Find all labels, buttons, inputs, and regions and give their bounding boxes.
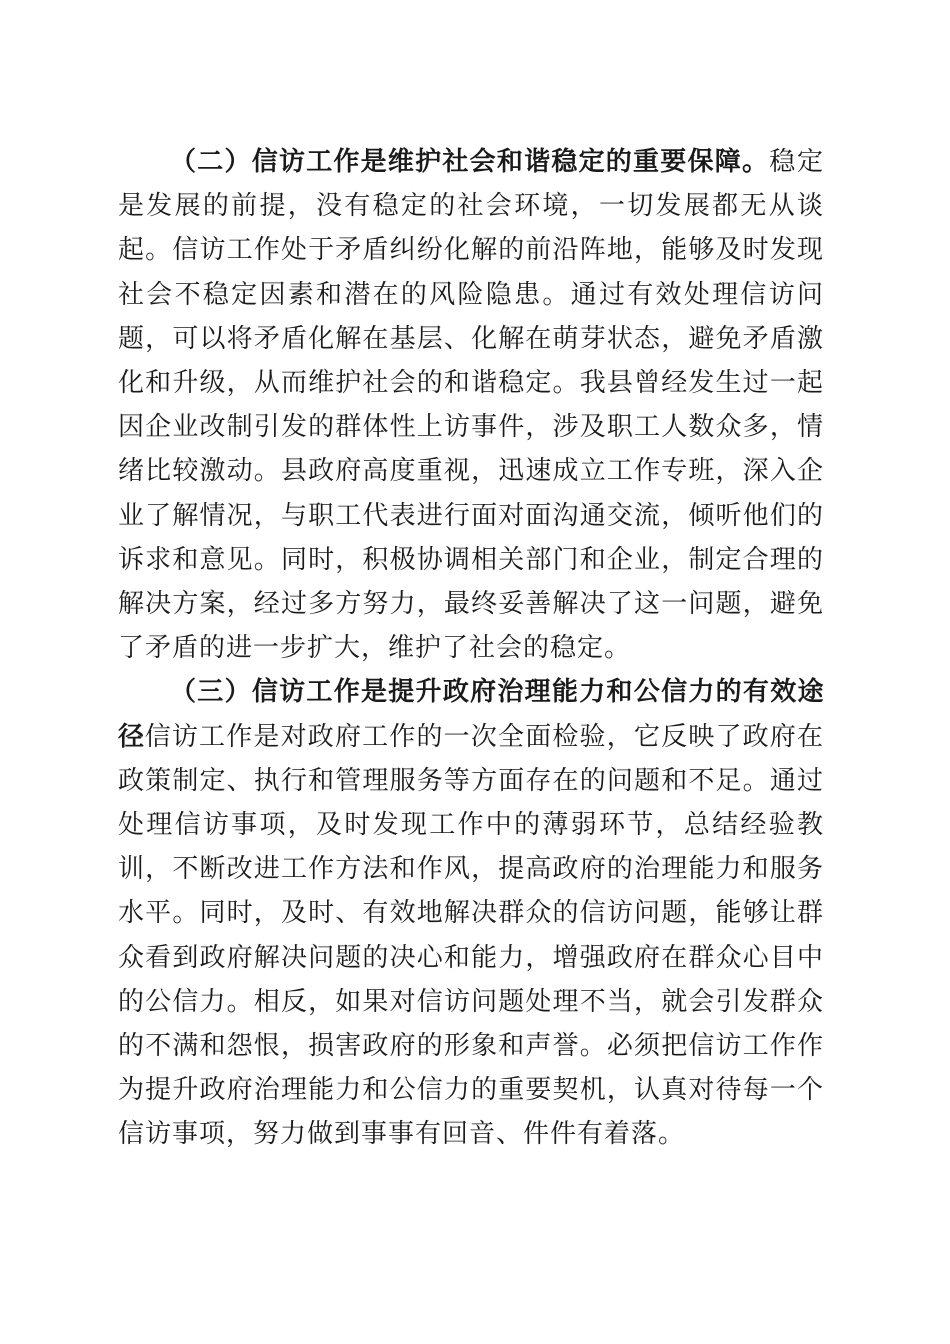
paragraph-section-3	[118, 670, 824, 1156]
section-3-text: 信访工作是对政府工作的一次全面检验，它反映了政府在政策制定、执行和管理服务等方面存在的问题和不足。通过处理信访事项，及时发现工作中的薄弱环节，总结经验教训，不断改进工作方法和作风，提高政府的治理能力和服务水平。同时，及时、有效地解决群众的信访问题，能够让群众看到政府解决问题的决心和能力，增强政府在群众心目中的公信力。相反，如果对信访问题处理不当，就会引发群众的不满和怨恨，损害政府的形象和声誉。必须把信访工作作为提升政府治理能力和公信力的重要契机，认真对待每一个信访事项，努力做到事事有回音、件件有着落。	[118, 721, 824, 1150]
section-2-heading: （二）信访工作是维护社会和谐稳定的重要保障。	[170, 147, 770, 177]
section-3-heading: （三）信访工作是提升政府治理能力和公信力的有效途径	[118, 677, 824, 752]
paragraph-section-2	[118, 140, 824, 670]
document-body	[118, 140, 824, 1157]
section-2-text: 稳定是发展的前提，没有稳定的社会环境，一切发展都无从谈起。信访工作处于矛盾纠纷化解的前沿阵地，能够及时发现社会不稳定因素和潜在的风险隐患。通过有效处理信访问题，可以将矛盾化解在基层、化解在萌芽状态，避免矛盾激化和升级，从而维护社会的和谐稳定。我县曾经发生过一起因企业改制引发的群体性上访事件，涉及职工人数众多，情绪比较激动。县政府高度重视，迅速成立工作专班，深入企业了解情况，与职工代表进行面对面沟通交流，倾听他们的诉求和意见。同时，积极协调相关部门和企业，制定合理的解决方案，经过多方努力，最终妥善解决了这一问题，避免了矛盾的进一步扩大，维护了社会的稳定。	[118, 147, 824, 664]
